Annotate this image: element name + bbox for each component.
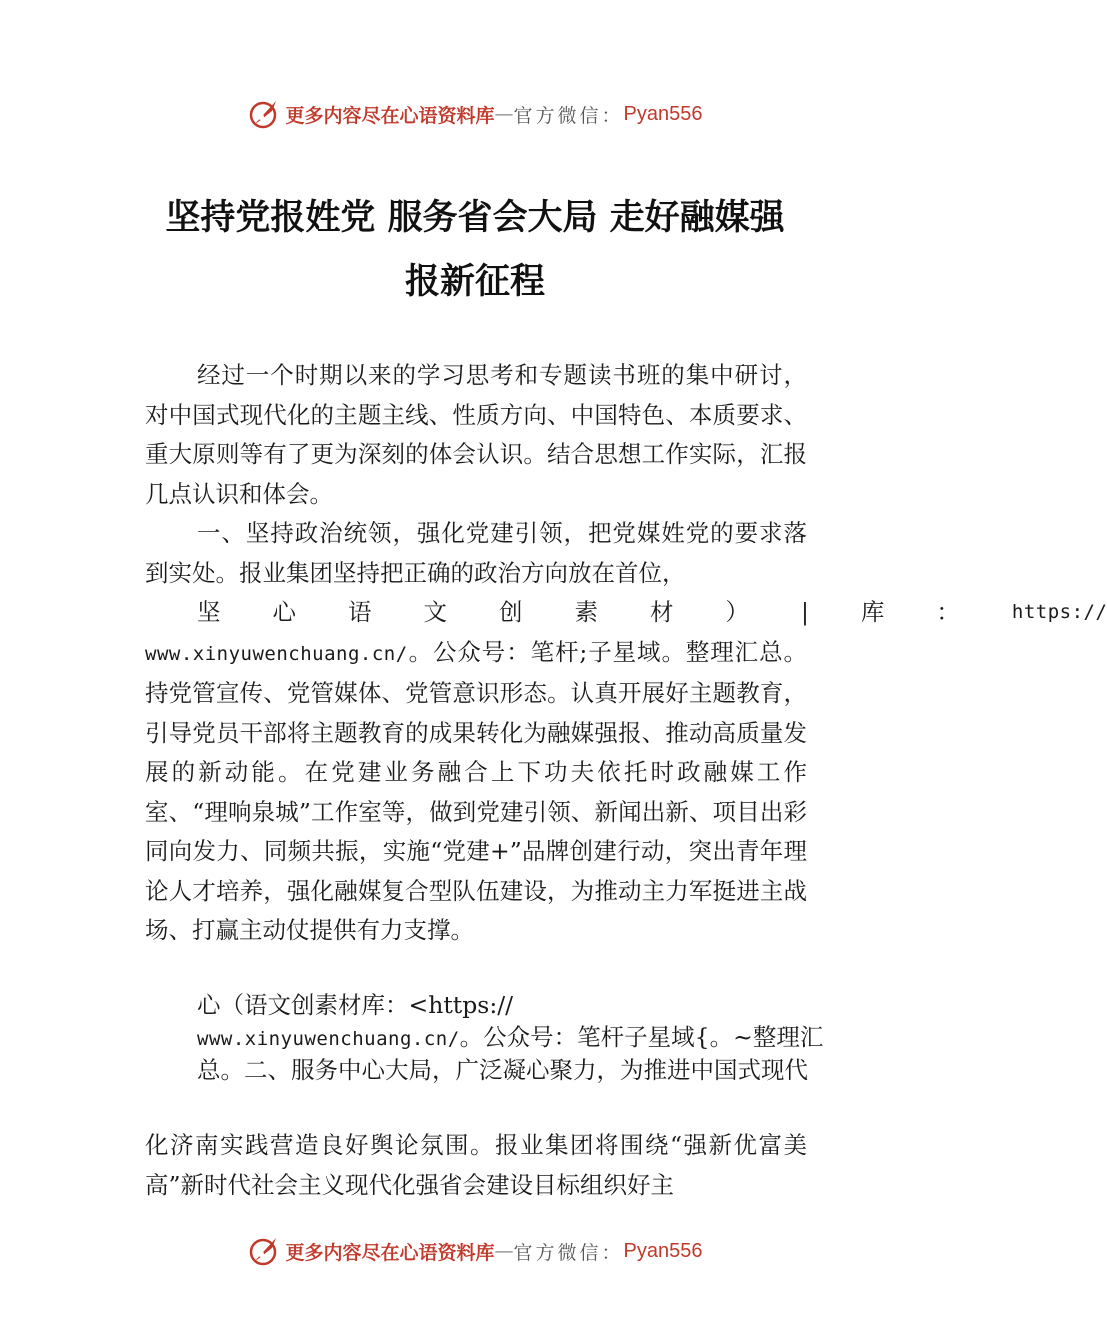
section-1-part-1: 一、坚持政治统领，强化党建引领，把党媒姓党的要求落到实处。报业集团坚持把正确的政治方向放在首位，: [145, 519, 807, 587]
title-line-1: 坚持党报姓党 服务省会大局 走好融媒强: [165, 197, 785, 238]
spaced-char: 素: [574, 598, 598, 626]
spaced-char: 文: [423, 598, 447, 626]
spaced-char: 创: [499, 598, 523, 626]
section-2-url-link[interactable]: www.xinyuwenchuang.cn/: [197, 1027, 460, 1050]
section-2-rest: 。公众号：笔杆子星域{。~整理汇总。二、服务中心大局，广泛凝心聚力，为推进中国式现代: [197, 1022, 824, 1084]
dash: —: [494, 1240, 514, 1262]
document-title: [130, 186, 820, 314]
title-line-2: 报新征程: [404, 261, 545, 302]
footer-banner: [0, 1231, 950, 1271]
section-1-part-2: 。公众号：笔杆;子星域。整理汇总。持党管宣传、党管媒体、党管意识形态。认真开展好主题教育， 引导党员干部将主题教育的成果转化为融媒强报、推动高质量发展的新动能。在党建业务融合上下功夫依托时政融媒工作室、“理响泉城”工作室等，做到党建引领、新闻出新、项目出彩同向发力、同频共振，实施“党建+”品牌创建行动，突出青年理论人才培养，强化融媒复合型队伍建设，为推动主力军挺进主战场、打赢主动仗提供有力支撑。: [145, 637, 807, 944]
spaced-source-line: [145, 593, 1107, 633]
spaced-url-prefix: https://: [1011, 601, 1107, 623]
spaced-char: 坚: [197, 598, 221, 626]
quill-logo-icon: [248, 97, 282, 131]
wechat-account: Pyan556: [623, 102, 703, 125]
dash: —: [494, 103, 514, 125]
wechat-label: 官方微信：: [513, 104, 624, 127]
paragraph-section-2-block: [197, 990, 837, 1087]
brand-text: 更多内容尽在心语资料库: [285, 104, 495, 127]
brand-text: 更多内容尽在心语资料库: [285, 1241, 495, 1264]
spaced-char: 库: [860, 598, 885, 626]
wechat-account: Pyan556: [623, 1239, 703, 1262]
spaced-char: 语: [348, 598, 372, 626]
paragraph-continuation: 化济南实践营造良好舆论氛围。报业集团将围绕“强新优富美高”新时代社会主义现代化强省会建设目标组织好主: [145, 1131, 807, 1199]
spaced-char: ）: [725, 598, 749, 626]
wechat-label: 官方微信：: [513, 1241, 624, 1264]
spaced-char: |: [801, 598, 809, 626]
spaced-char: 材: [650, 598, 674, 626]
source-url-link[interactable]: www.xinyuwenchuang.cn/: [145, 642, 408, 665]
section-2-line-1: 心（语文创素材库：<https://: [197, 991, 514, 1019]
spaced-char: 心: [272, 598, 296, 626]
paragraph-section-1: [145, 514, 1107, 951]
header-banner: [0, 94, 950, 134]
paragraph-intro: 经过一个时期以来的学习思考和专题读书班的集中研讨，对中国式现代化的主题主线、性质方向、中国特色、本质要求、重大原则等有了更为深刻的体会认识。结合思想工作实际，汇报几点认识和体会。: [145, 361, 807, 508]
quill-logo-icon: [248, 1234, 282, 1268]
spaced-char: ：: [936, 598, 960, 626]
